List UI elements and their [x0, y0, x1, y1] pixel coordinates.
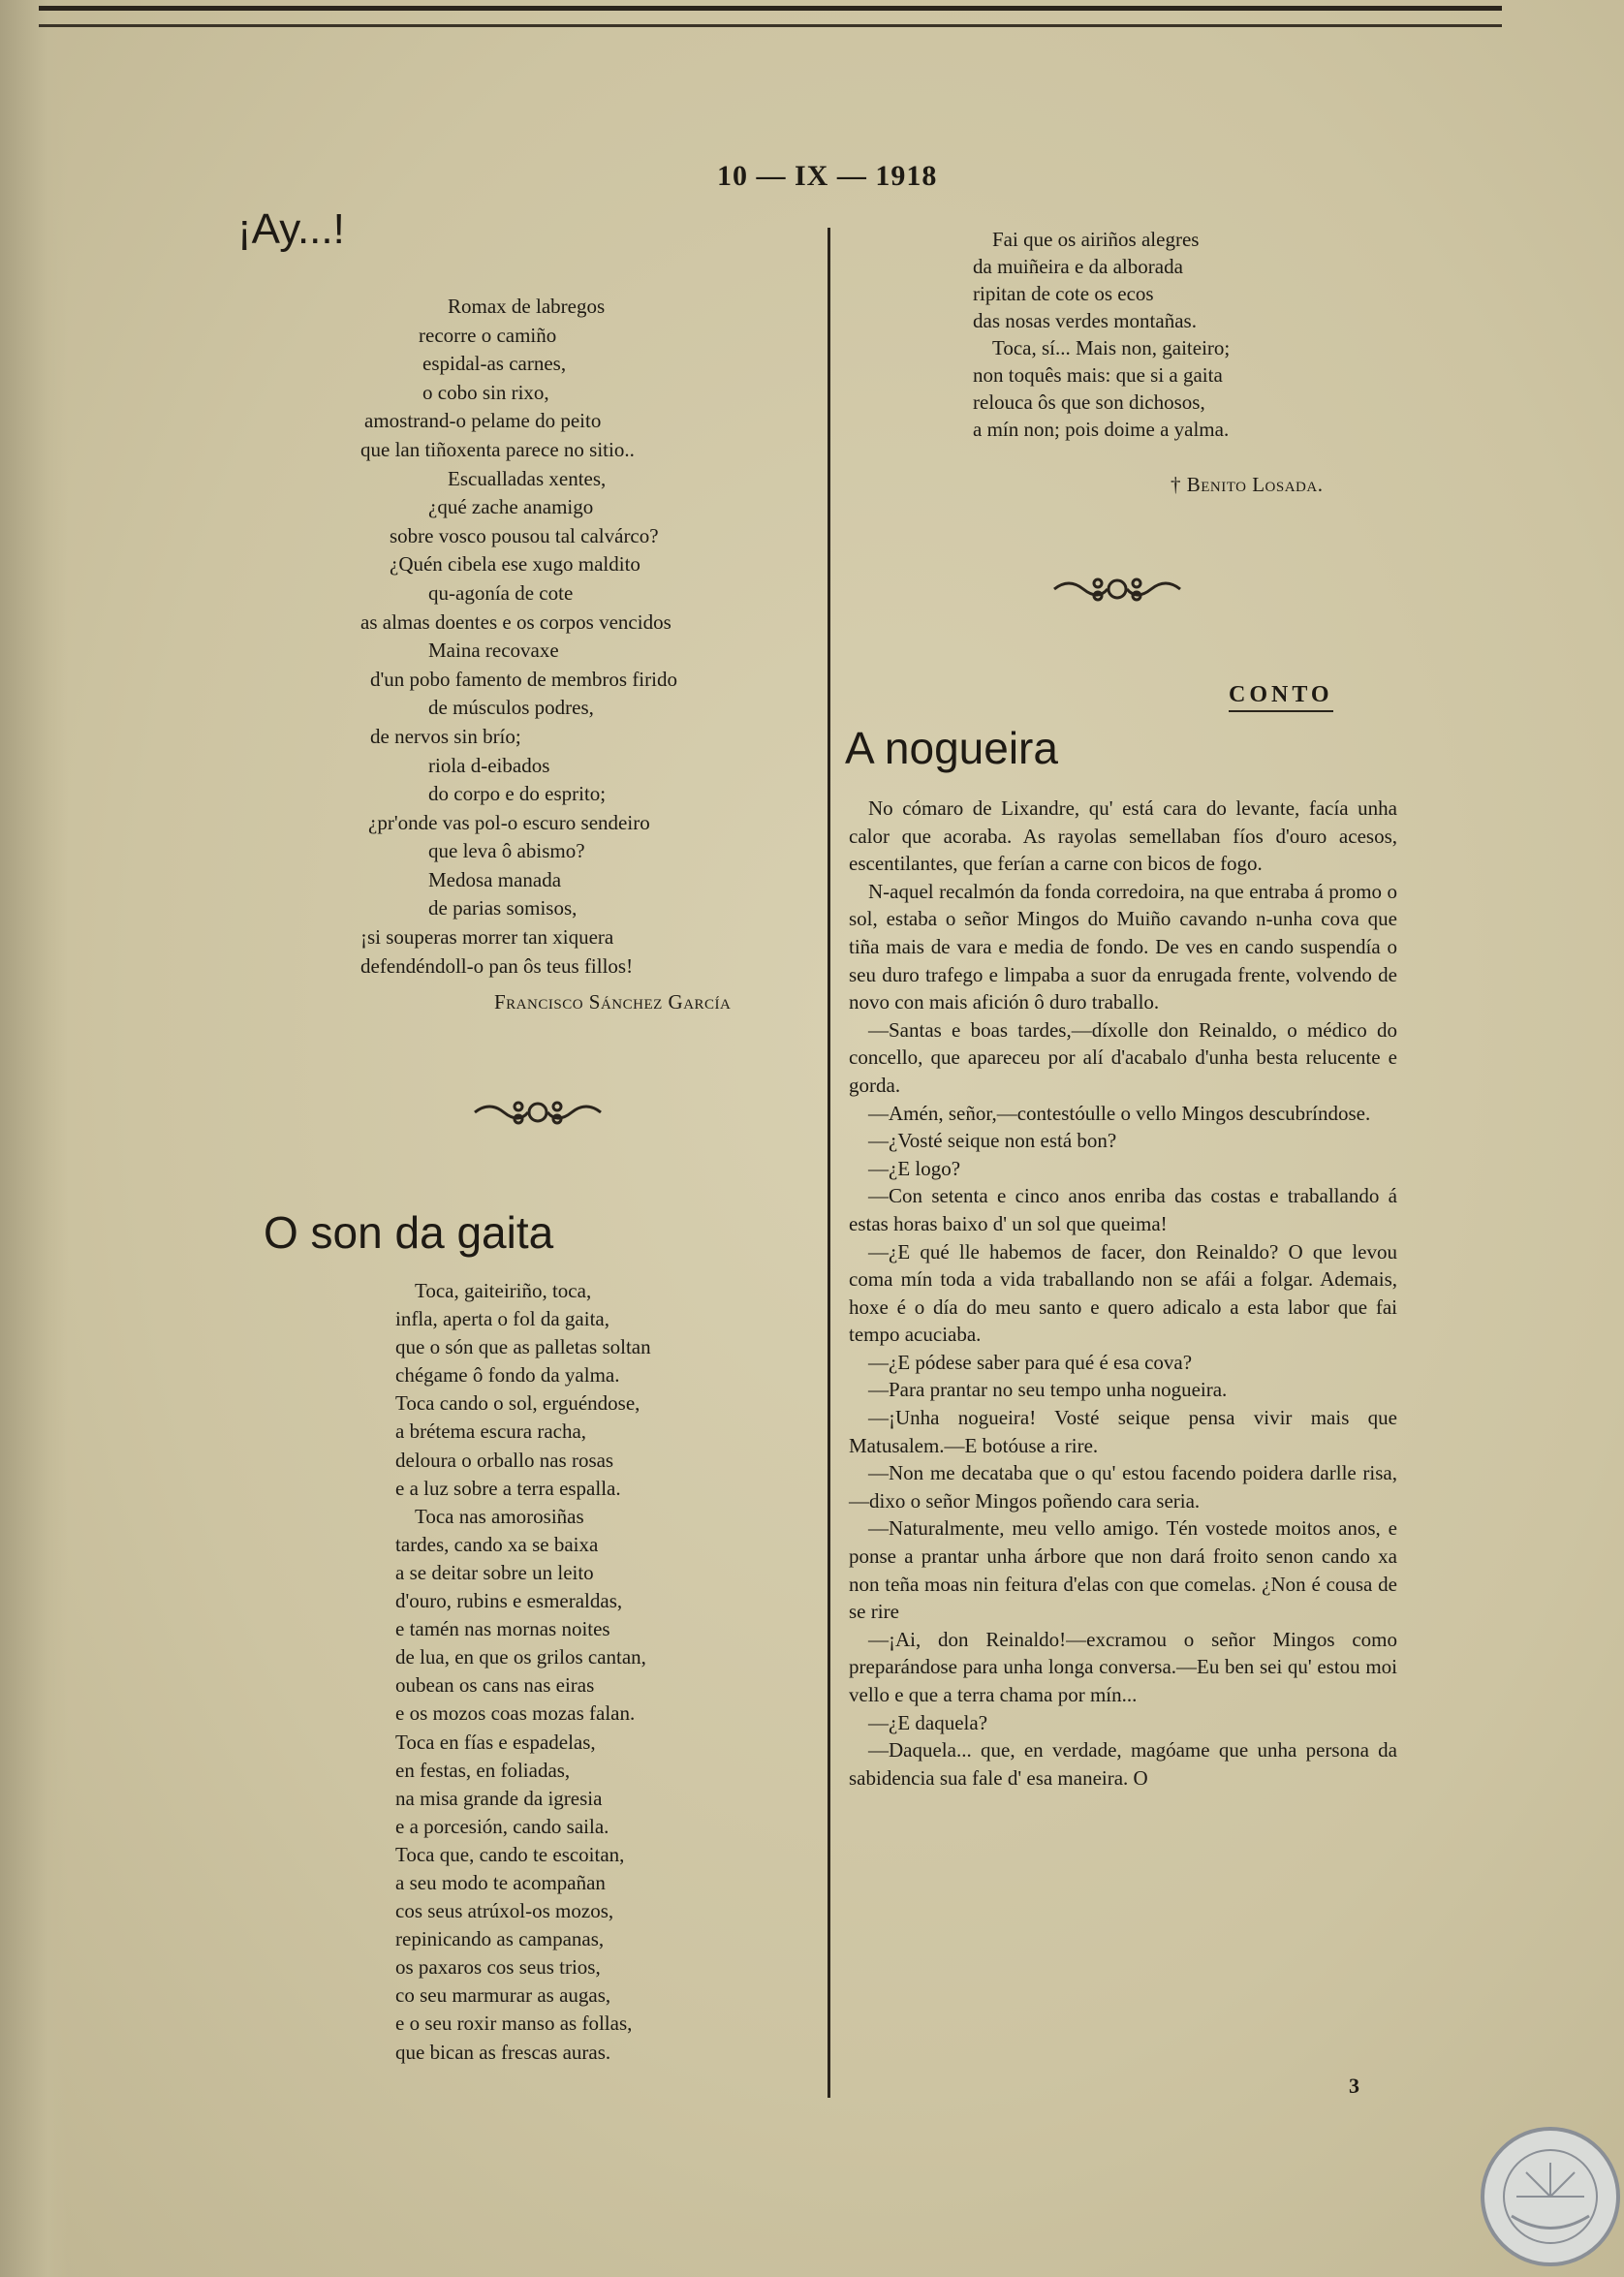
section-label: CONTO [1229, 682, 1333, 712]
poem-line: que bican as frescas auras. [395, 2040, 611, 2064]
story-paragraph: No cómaro de Lixandre, qu' está cara do levante, facía unha calor que acoraba. As rayolas semellaban fíos d'ouro acesos, escentilantes, que ferían a carne con bicos de fogo. [849, 796, 1397, 876]
page-number: 3 [1349, 2074, 1359, 2098]
poem-line: repinicando as campanas, [395, 1927, 605, 1951]
poem-line: amostrand-o pelame do peito [364, 409, 602, 433]
ornament-divider-icon [1049, 570, 1185, 608]
poem-line: de parias somisos, [428, 896, 578, 920]
poem-line: Medosa manada [428, 867, 562, 891]
poem-line: e a porcesión, cando saila. [395, 1814, 609, 1838]
story-paragraph: —¿E qué lle habemos de facer, don Reinaldo? O que levou coma mín toda a vida traballando non se afái a folgar. Ademais, hoxe é o día do meu santo e quero adicalo a esta labor que fai tempo acuciaba. [849, 1239, 1397, 1347]
poem-line: cos seus atrúxol-os mozos, [395, 1899, 614, 1923]
poem-ay-lines [360, 293, 677, 981]
poem-line: de lua, en que os grilos cantan, [395, 1645, 646, 1669]
story-paragraph: —¡Unha nogueira! Vosté seique pensa vivir mais que Matusalem.—E botóuse a rire. [849, 1406, 1397, 1457]
poem-line: d'un pobo famento de membros firido [370, 667, 677, 691]
column-divider [828, 228, 830, 2098]
poem-line: e o seu roxir manso as follas, [395, 2012, 633, 2036]
issue-date: 10 — IX — 1918 [717, 160, 938, 192]
poem-line: ¿pr'onde vas pol-o escuro sendeiro [368, 810, 650, 834]
story-paragraph: —Amén, señor,—contestóulle o vello Mingos descubríndose. [868, 1101, 1371, 1125]
story-paragraph: —Con setenta e cinco anos enriba das costas e traballando á estas horas baixo d' un sol que queima! [849, 1184, 1397, 1235]
top-rule [39, 6, 1502, 27]
poem-line: riola d-eibados [428, 753, 550, 777]
ornament-divider-icon [470, 1093, 606, 1132]
poem-line: infla, aperta o fol da gaita, [395, 1307, 609, 1331]
poem-ay-title: ¡Ay...! [237, 205, 345, 253]
poem-line: co seu marmurar as augas, [395, 1983, 611, 2008]
poem-line: ripitan de cote os ecos [973, 282, 1154, 305]
poem-ay-signature: Francisco Sánchez García [494, 990, 732, 1014]
story-paragraph: —Daquela... que, en verdade, magóame que unha persona da sabidencia sua fale d' esa maneira. O [849, 1738, 1397, 1790]
poem-line: que leva ô abismo? [428, 839, 585, 863]
poem-line: as almas doentes e os corpos vencidos [360, 609, 671, 634]
poem-line: que o són que as palletas soltan [395, 1335, 651, 1359]
poem-line: e a luz sobre a terra espalla. [395, 1476, 621, 1500]
poem-line: Fai que os airiños alegres [992, 228, 1200, 251]
poem-line: que lan tiñoxenta parece no sitio.. [360, 437, 635, 461]
story-title: A nogueira [845, 723, 1058, 773]
poem-line: non toquês mais: que si a gaita [973, 363, 1223, 387]
poem-line: Toca nas amorosiñas [415, 1504, 584, 1528]
story-paragraph: —¿E pódese saber para qué é esa cova? [868, 1350, 1193, 1374]
poem-line: d'ouro, rubins e esmeraldas, [395, 1589, 623, 1613]
poem-line: a se deitar sobre un leito [395, 1560, 594, 1584]
poem-line: Toca en fías e espadelas, [395, 1730, 596, 1754]
library-seal-icon [1478, 2124, 1623, 2269]
poem-line: defendéndoll-o pan ôs teus fillos! [360, 953, 634, 978]
poem-line: na misa grande da igresia [395, 1786, 603, 1810]
poem-line: de nervos sin brío; [370, 724, 521, 748]
poem-line: Toca, gaiteiriño, toca, [415, 1279, 592, 1302]
poem-line: en festas, en foliadas, [395, 1758, 571, 1782]
poem-line: e tamén nas mornas noites [395, 1617, 610, 1641]
poem-gaita-signature: † Benito Losada. [1171, 473, 1324, 496]
poem-line: sobre vosco pousou tal calvárco? [390, 523, 659, 547]
poem-line: a mín non; pois doime a yalma. [973, 418, 1230, 441]
poem-line: tardes, cando xa se baixa [395, 1532, 599, 1556]
story-paragraph: —¿Vosté seique non está bon? [868, 1129, 1117, 1153]
story-paragraph: —Santas e boas tardes,—díxolle don Reinaldo, o médico do concello, que apareceu por alí d'acabalo d'unha besta relucente e gorda. [849, 1017, 1397, 1097]
poem-line: oubean os cans nas eiras [395, 1673, 595, 1698]
poem-line: Maina recovaxe [428, 639, 559, 663]
story-paragraph: —¡Ai, don Reinaldo!—excramou o señor Mingos como preparándose para unha longa conversa.—Eu ben sei qu' estou moi vello e que a terra chama por mín... [849, 1627, 1397, 1706]
poem-line: ¡si souperas morrer tan xiquera [360, 925, 614, 950]
poem-line: os paxaros cos seus trios, [395, 1955, 601, 1980]
poem-line: qu-agonía de cote [428, 580, 574, 605]
poem-line: Toca, sí... Mais non, gaiteiro; [992, 336, 1231, 359]
story-paragraph: —¿E logo? [868, 1156, 961, 1180]
story-paragraph: —Naturalmente, meu vello amigo. Tén vostede moitos anos, e ponse a prantar unha árbore que non dará froito senon cando xa non teña moas nin feitura d'elas con que comelas. ¿Non é cousa de se rire [849, 1516, 1397, 1624]
poem-line: ¿Quén cibela ese xugo maldito [390, 552, 640, 577]
poem-line: do corpo e do esprito; [428, 782, 607, 806]
poem-line: a brétema escura racha, [395, 1419, 587, 1444]
poem-line: deloura o orballo nas rosas [395, 1448, 614, 1472]
poem-line: e os mozos coas mozas falan. [395, 1701, 636, 1726]
poem-line: de músculos podres, [428, 696, 594, 720]
poem-line: relouca ôs que son dichosos, [973, 390, 1205, 414]
poem-line: Romax de labregos [448, 295, 606, 318]
story-paragraph: —Para prantar no seu tempo unha nogueira. [868, 1378, 1228, 1402]
story-paragraph: N-aquel recalmón da fonda corredoira, na que entraba á promo o sol, estaba o señor Mingos do Muiño cavando n-unha cova que tiña mais de vara e media de fondo. De ves en cando suspendía o seu duro trafego e limpaba a suor da enrugada frente, volvendo de novo con mais afición ô duro traballo. [849, 879, 1397, 1014]
story-body [849, 795, 1397, 1792]
poem-line: ¿qué zache anamigo [428, 495, 594, 519]
page-gutter [0, 0, 68, 2277]
poem-line: chégame ô fondo da yalma. [395, 1363, 620, 1388]
poem-line: Toca cando o sol, erguéndose, [395, 1391, 640, 1416]
poem-line: das nosas verdes montañas. [973, 309, 1197, 332]
poem-line: Escualladas xentes, [448, 466, 607, 490]
poem-line: recorre o camiño [419, 323, 557, 347]
poem-line: a seu modo te acompañan [395, 1870, 606, 1894]
poem-line: o cobo sin rixo, [422, 380, 549, 404]
poem-line: Toca que, cando te escoitan, [395, 1842, 625, 1866]
story-paragraph: —¿E daquela? [868, 1710, 988, 1734]
poem-line: espidal-as carnes, [422, 352, 567, 376]
story-paragraph: —Non me decataba que o qu' estou facendo poidera darlle risa,—dixo o señor Mingos poñendo cara seria. [849, 1461, 1397, 1513]
poem-gaita-lines [395, 1277, 651, 2067]
poem-line: da muiñeira e da alborada [973, 255, 1183, 278]
poem-gaita-continuation [973, 226, 1230, 443]
poem-gaita-title: O son da gaita [264, 1207, 554, 1258]
